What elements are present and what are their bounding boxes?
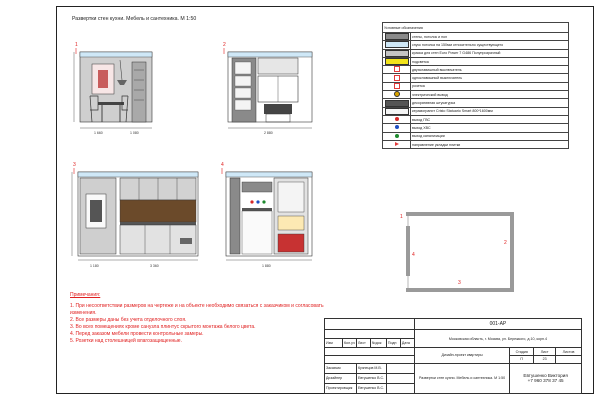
sheets-head: Листов xyxy=(556,348,582,356)
gray-fill-swatch xyxy=(385,33,409,40)
hot-water-dot-icon xyxy=(395,117,399,121)
plan-wall-top xyxy=(406,212,514,216)
upper-cabinet xyxy=(242,182,272,192)
ceiling-drop xyxy=(80,52,152,57)
legend-row xyxy=(383,99,569,107)
person-name: Евтушенко В.С. xyxy=(356,373,386,383)
base-cabinet xyxy=(242,211,272,254)
plan-wall-left xyxy=(406,226,410,276)
column-head: Дата xyxy=(400,339,414,348)
sewer-dot-icon xyxy=(262,200,265,203)
plan-wall-bottom xyxy=(406,288,514,292)
stage-value: П xyxy=(510,355,534,363)
title-block xyxy=(324,318,582,394)
note-item: 1. При несоответствии размеров на чертеже и на объекте необходимо связаться с заказчиком и согласовать изменения. xyxy=(70,303,324,316)
yellow-light-swatch xyxy=(385,58,409,65)
plan-marker-4: 4 xyxy=(412,252,415,258)
legend-header: Условные обозначения xyxy=(383,23,569,33)
elevation-4-marker: 4 xyxy=(221,162,224,168)
drawing-name: Развертки стен кухни. Мебель и сантехника. М 1:50 xyxy=(414,363,509,393)
cold-water-dot-icon xyxy=(395,125,399,129)
single-switch-icon xyxy=(394,75,400,81)
art-figure xyxy=(98,70,108,88)
author-block xyxy=(510,363,582,393)
legend-label: одноклавишный выключатель xyxy=(411,74,569,82)
elevation-2 xyxy=(214,40,318,140)
legend-label: стены, потолок и пол xyxy=(411,33,569,41)
column-head: Изм xyxy=(325,339,343,348)
oven-lower xyxy=(278,234,304,252)
legend-row xyxy=(383,107,569,115)
elevation-4 xyxy=(212,160,326,272)
plan-outline xyxy=(408,214,512,290)
blue-fill-swatch xyxy=(385,41,409,48)
legend-label: двухклавишный выключатель xyxy=(411,66,569,74)
role-label: Проектировщик xyxy=(325,383,357,393)
legend-row xyxy=(383,74,569,82)
person-name: Евтушенко В.С. xyxy=(356,383,386,393)
hot-water-dot-icon xyxy=(250,200,253,203)
oven xyxy=(278,216,304,230)
tv-unit xyxy=(264,104,292,114)
cabinet-panel xyxy=(235,62,251,74)
project-code: 001-АР xyxy=(414,319,581,330)
tile-swatch xyxy=(385,108,409,115)
floor-plan xyxy=(396,208,526,300)
note-item: 2. Все размеры даны без учета отделочного слоя. xyxy=(70,317,187,323)
countertop xyxy=(242,208,272,211)
project-address: Московская область, г. Москва, ул. Бережкого, д.10, корп.4 xyxy=(414,330,581,348)
sheet-title: Развертки стен кухни. Мебель и сантехника. М 1:50 xyxy=(72,16,197,22)
ceiling-drop xyxy=(78,172,198,177)
legend-label: выход ГВС xyxy=(411,115,569,123)
plan-marker-2: 2 xyxy=(504,240,507,246)
wall-column xyxy=(230,178,240,254)
legend-label: направление укладки плитки xyxy=(411,140,569,148)
legend-row xyxy=(383,49,569,57)
legend-row xyxy=(383,132,569,140)
ceiling-drop xyxy=(226,172,312,177)
legend-label: электрический вывод xyxy=(411,91,569,99)
notes-block xyxy=(70,292,340,345)
elevation-1-marker: 1 xyxy=(75,42,78,48)
cabinet-panel xyxy=(235,88,251,98)
legend-row xyxy=(383,33,569,41)
electric-outlet-icon xyxy=(394,91,400,97)
backsplash xyxy=(120,200,196,222)
upper-cabinet xyxy=(258,58,298,74)
legend-label: розетка xyxy=(411,82,569,90)
note-item: 3. Во всех помещениях кроме санузла плинтус скрытого монтажа белого цвета. xyxy=(70,324,256,330)
dimension-label: 2 880 xyxy=(264,131,273,135)
sewer-dot-icon xyxy=(395,134,399,138)
elevation-2-marker: 2 xyxy=(223,42,226,48)
column-head: Лист xyxy=(356,339,370,348)
role-label: Заказчик xyxy=(325,363,357,373)
dining-table-top xyxy=(98,102,124,105)
sheet-head: Лист xyxy=(534,348,556,356)
legend-label: выход ХВС xyxy=(411,124,569,132)
legend-label: выход канализации xyxy=(411,132,569,140)
column-head: №док xyxy=(370,339,386,348)
cold-water-dot-icon xyxy=(256,200,259,203)
legend-label: декоративная штукатурка xyxy=(411,99,569,107)
dark-plaster-swatch xyxy=(385,100,409,107)
legend-row xyxy=(383,124,569,132)
legend-table xyxy=(382,22,569,149)
socket-icon xyxy=(394,83,400,89)
elevation-3 xyxy=(62,160,206,272)
legend-row xyxy=(383,66,569,74)
dishwasher-panel xyxy=(180,238,192,244)
plan-wall-right xyxy=(510,212,514,292)
legend-label: керамогранит Cristo Statuario Smart 800*1600мм xyxy=(411,107,569,115)
elevation-3-marker: 3 xyxy=(73,162,76,168)
cabinet-panel xyxy=(235,100,251,110)
sheet-value: 23 xyxy=(534,355,556,363)
author-phone: +7 960 378 37 45 xyxy=(527,378,564,384)
double-switch-icon xyxy=(394,66,400,72)
ceiling-drop xyxy=(228,52,312,57)
fridge-door xyxy=(278,182,304,212)
author-name: Евтушенко Виктория xyxy=(523,373,568,379)
elevation-1 xyxy=(62,40,158,140)
dimension-label: 3 360 xyxy=(150,264,159,268)
legend-row xyxy=(383,82,569,90)
dotted-swatch xyxy=(385,50,409,57)
legend-row xyxy=(383,91,569,99)
stage-head: Стадия xyxy=(510,348,534,356)
dimension-label: 1 660 xyxy=(94,131,103,135)
dimension-label: 1 080 xyxy=(130,131,139,135)
column-head: Подп xyxy=(386,339,400,348)
window-column xyxy=(132,62,146,122)
legend-label: спуск потолка на 150мм относительно существующего xyxy=(411,41,569,49)
legend-label: краска для стен Euro Power 7 G486 Полупрозрачный xyxy=(411,49,569,57)
legend-row xyxy=(383,140,569,148)
project-name: Дизайн-проект квартиры xyxy=(414,348,509,364)
cabinet-panel xyxy=(235,76,251,86)
legend-row xyxy=(383,57,569,65)
dimension-label: 1 180 xyxy=(90,264,99,268)
note-item: 5. Розетки над столешницей влагозащищенные. xyxy=(70,338,182,344)
sheets-value xyxy=(556,355,582,363)
legend-label: подсветка xyxy=(411,57,569,65)
role-label: Дизайнер xyxy=(325,373,357,383)
notes-header: Примечания: xyxy=(70,292,101,298)
note-item: 4. Перед заказом мебели провести контрольные замеры. xyxy=(70,331,204,337)
tile-direction-arrow-icon xyxy=(395,142,399,146)
plan-marker-3: 3 xyxy=(458,280,461,286)
art-figure xyxy=(90,200,102,222)
column-head: Кол.уч xyxy=(342,339,356,348)
dimension-label: 1 880 xyxy=(262,264,271,268)
legend-row xyxy=(383,41,569,49)
person-name: Кузнецов М.В. xyxy=(356,363,386,373)
plan-marker-1: 1 xyxy=(400,214,403,220)
legend-row xyxy=(383,115,569,123)
countertop xyxy=(120,222,196,225)
